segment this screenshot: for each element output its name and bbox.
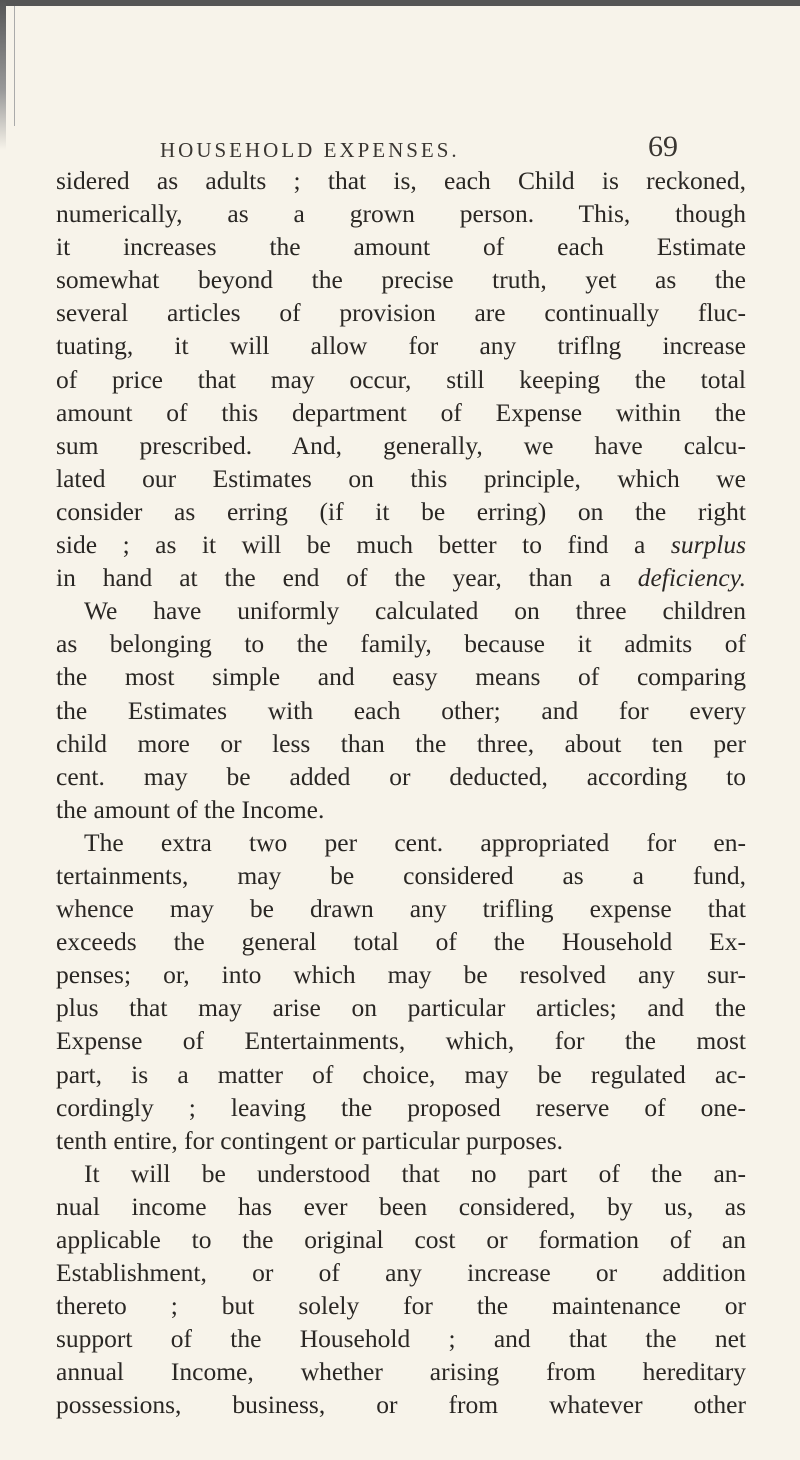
text-line: Establishment, or of any increase or addition (56, 1258, 746, 1288)
text-line: support of the Household ; and that the net (56, 1324, 746, 1354)
text-line: of price that may occur, still keeping the total (56, 364, 746, 394)
page-edge-line (14, 6, 15, 126)
text-line: tuating, it will allow for any triflng increase (56, 331, 746, 361)
page-edge-top (0, 0, 800, 6)
text-line: annual Income, whether arising from hereditary (56, 1357, 746, 1387)
text-line: thereto ; but solely for the maintenance or (56, 1291, 746, 1321)
text-line: Expense of Entertainments, which, for the most (56, 1026, 746, 1056)
text-line: consider as erring (if it be erring) on the right (56, 496, 746, 526)
text-line: numerically, as a grown person. This, though (56, 199, 746, 229)
text-line: somewhat beyond the precise truth, yet as the (56, 265, 746, 295)
page-number: 69 (648, 130, 678, 163)
text-line: as belonging to the family, because it admits of (56, 629, 746, 659)
text-line: tertainments, may be considered as a fund, (56, 860, 746, 890)
text-line: the most simple and easy means of comparing (56, 662, 746, 692)
text-line: it increases the amount of each Estimate (56, 232, 746, 262)
text-line (56, 561, 746, 594)
text-line: exceeds the general total of the Household Ex- (56, 927, 746, 957)
text-fragment: side ; as it will be much better to find a (56, 530, 646, 560)
text-line: amount of this department of Expense within the (56, 397, 746, 427)
text-line: applicable to the original cost or formation of an (56, 1225, 746, 1254)
text-line: the amount of the Income. (56, 794, 325, 824)
paragraph-start-line: The extra two per cent. appropriated for en- (84, 827, 746, 857)
text-line: cordingly ; leaving the proposed reserve of one- (56, 1092, 746, 1122)
text-line: sum prescribed. And, generally, we have calcu- (56, 430, 746, 460)
text-line (56, 528, 746, 561)
text-line: several articles of provision are continually fluc- (56, 298, 746, 328)
text-line: child more or less than the three, about ten per (56, 728, 746, 758)
text-line: sidered as adults ; that is, each Child is reckoned, (56, 166, 746, 195)
text-line: lated our Estimates on this principle, which we (56, 463, 746, 493)
running-head: HOUSEHOLD EXPENSES. (160, 138, 460, 162)
text-line: possessions, business, or from whatever other (56, 1390, 746, 1420)
paragraph-start-line: We have uniformly calculated on three children (84, 596, 746, 626)
text-line: whence may be drawn any trifling expense that (56, 894, 746, 924)
emphasis-surplus: surplus (670, 530, 746, 560)
body-text (56, 164, 746, 1422)
text-line: the Estimates with each other; and for every (56, 695, 746, 725)
text-fragment: in hand at the end of the year, than a (56, 563, 611, 593)
text-line: tenth entire, for contingent or particular purposes. (56, 1125, 563, 1155)
text-line: penses; or, into which may be resolved any sur- (56, 960, 746, 990)
text-line: nual income has ever been considered, by us, as (56, 1191, 746, 1221)
page-edge-left (0, 0, 6, 150)
text-line: plus that may arise on particular articles; and the (56, 993, 746, 1023)
paragraph-start-line: It will be understood that no part of the an- (84, 1158, 746, 1188)
emphasis-deficiency: deficiency. (637, 563, 747, 593)
text-line: part, is a matter of choice, may be regulated ac- (56, 1059, 746, 1089)
text-line: cent. may be added or deducted, according to (56, 761, 746, 791)
